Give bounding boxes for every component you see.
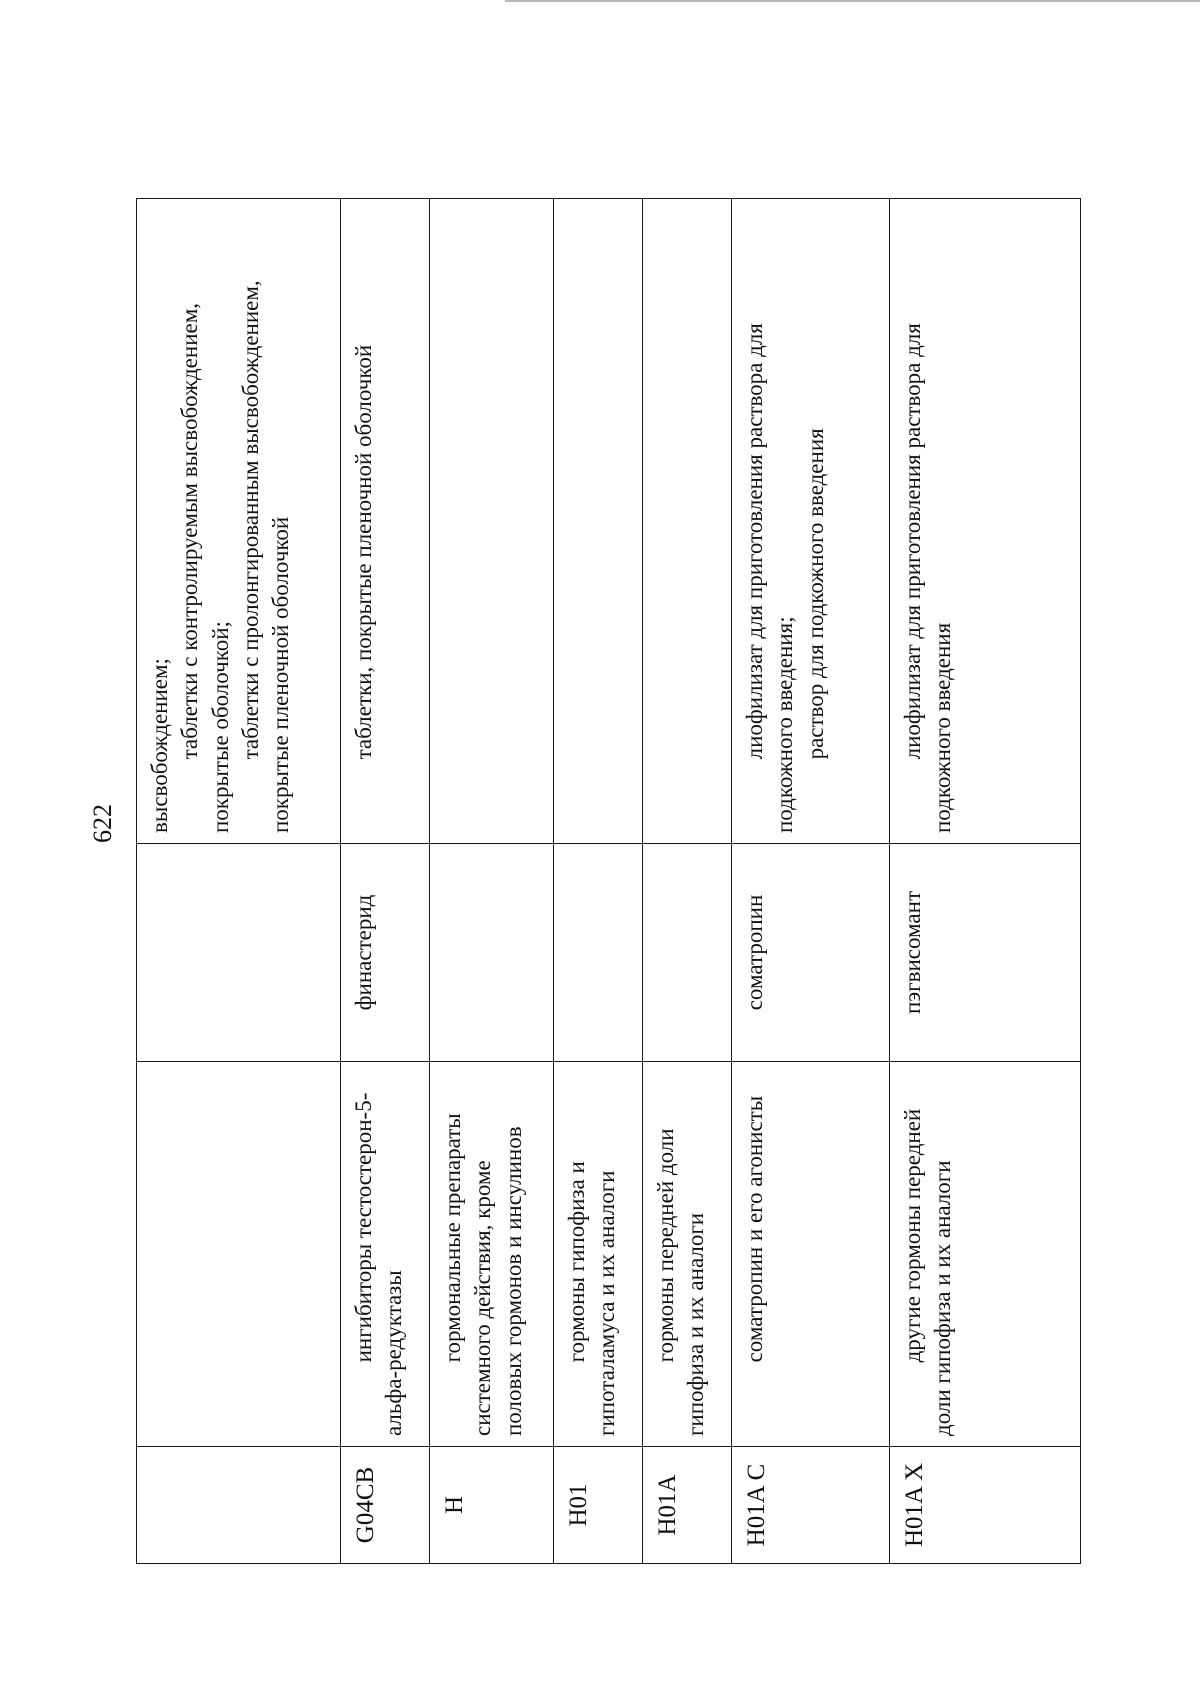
group-name-cell: соматропин и его агонисты	[732, 1062, 890, 1447]
drug-name-cell	[643, 844, 732, 1062]
atc-code-cell: H01A C	[732, 1447, 890, 1564]
dosage-form-line: раствор для подкожного введения	[802, 428, 828, 760]
atc-drug-table	[136, 198, 1081, 1564]
table-row	[554, 199, 643, 1564]
drug-name-cell: соматропин	[732, 844, 890, 1062]
dosage-form-line: лиофилизат для приготовления раствора для подкожного введения	[900, 323, 956, 833]
group-name-cell	[137, 1062, 341, 1447]
atc-code-cell	[137, 1447, 341, 1564]
dosage-forms-cell	[554, 199, 643, 844]
group-name-cell: другие гормоны передней доли гипофиза и их аналоги	[890, 1062, 1081, 1447]
table-row	[643, 199, 732, 1564]
drug-name-cell	[554, 844, 643, 1062]
dosage-form-line: таблетки, покрытые пленочной оболочкой	[351, 344, 376, 760]
table-row	[732, 199, 890, 1564]
scan-edge-line	[505, 0, 1200, 2]
atc-code-cell: H01	[554, 1447, 643, 1564]
table-row	[341, 199, 430, 1564]
dosage-forms-cell	[732, 199, 890, 844]
dosage-form-line: высвобождением;	[147, 658, 172, 833]
dosage-form-line: таблетки с пролонгированным высвобождением, покрытые пленочной оболочкой	[238, 280, 294, 833]
atc-code-cell: G04CB	[341, 1447, 430, 1564]
dosage-forms-cell	[643, 199, 732, 844]
page-number: 622	[88, 804, 117, 843]
table-body	[137, 199, 1081, 1564]
table-row	[137, 199, 341, 1564]
dosage-forms-cell	[430, 199, 554, 844]
table-row	[430, 199, 554, 1564]
atc-code-cell: H01A X	[890, 1447, 1081, 1564]
table-row	[890, 199, 1081, 1564]
drug-name-cell	[430, 844, 554, 1062]
drug-name-cell	[137, 844, 341, 1062]
drug-name-cell: финастерид	[341, 844, 430, 1062]
group-name-cell: гормональные препараты системного действия, кроме половых гормонов и инсулинов	[430, 1062, 554, 1447]
dosage-forms-cell	[341, 199, 430, 844]
dosage-forms-cell	[137, 199, 341, 844]
group-name-cell: гормоны передней доли гипофиза и их аналоги	[643, 1062, 732, 1447]
rotated-table-container	[136, 199, 1080, 1564]
group-name-cell: гормоны гипофиза и гипоталамуса и их аналоги	[554, 1062, 643, 1447]
dosage-forms-cell	[890, 199, 1081, 844]
drug-name-cell: пэгвисомант	[890, 844, 1081, 1062]
group-name-cell: ингибиторы тестостерон-5-альфа-редуктазы	[341, 1062, 430, 1447]
atc-code-cell: H	[430, 1447, 554, 1564]
atc-code-cell: H01A	[643, 1447, 732, 1564]
dosage-form-line: таблетки с контролируемым высвобождением, покрытые оболочкой;	[177, 302, 233, 833]
dosage-form-line: лиофилизат для приготовления раствора для подкожного введения;	[742, 323, 798, 833]
